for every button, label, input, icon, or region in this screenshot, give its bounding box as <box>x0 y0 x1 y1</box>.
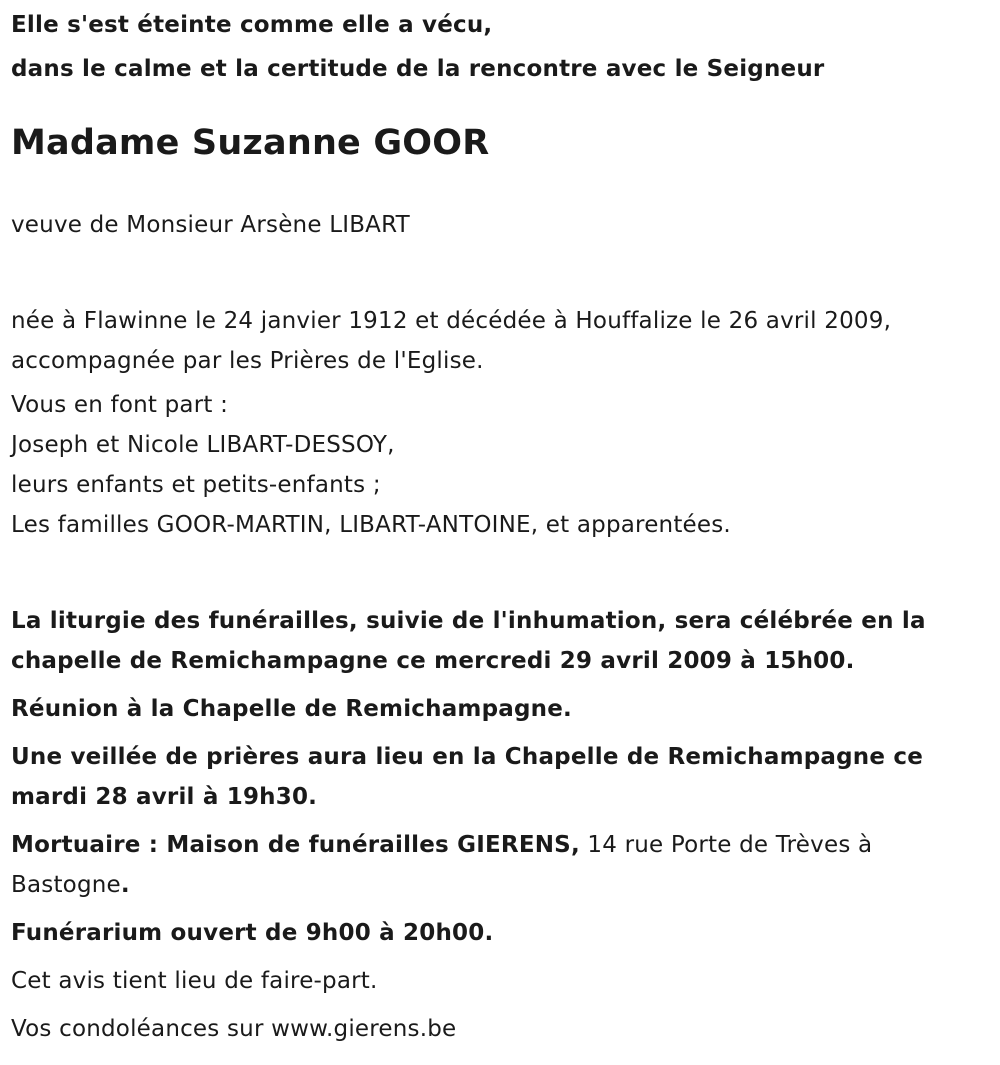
epigraph-line-2: dans le calme et la certitude de la rencontre avec le Seigneur <box>11 56 825 82</box>
mortuary-address: 14 rue Porte de Trèves à Bastogne <box>11 832 873 898</box>
meeting-place: Réunion à la Chapelle de Remichampagne. <box>11 696 572 722</box>
widow-of: veuve de Monsieur Arsène LIBART <box>11 212 410 238</box>
funerarium-hours: Funérarium ouvert de 9h00 à 20h00. <box>11 920 494 946</box>
mortuary-end: . <box>120 872 130 898</box>
announce-intro: Vous en font part : <box>11 392 229 418</box>
family-line-3: Les familles GOOR-MARTIN, LIBART-ANTOINE, et apparentées. <box>11 512 731 538</box>
deceased-name: Madame Suzanne GOOR <box>11 123 490 163</box>
condolences-link: Vos condoléances sur www.gierens.be <box>11 1016 457 1042</box>
vigil-details: Une veillée de prières aura lieu en la Chapelle de Remichampagne ce mardi 28 avril à 19h30. <box>11 744 924 810</box>
death-notice <box>11 0 996 1049</box>
mortuary-label: Mortuaire : Maison de funérailles GIERENS, <box>11 832 580 858</box>
birth-death-line-2: accompagnée par les Prières de l'Eglise. <box>11 348 484 374</box>
notice-note: Cet avis tient lieu de faire-part. <box>11 968 378 994</box>
family-line-2: leurs enfants et petits-enfants ; <box>11 472 381 498</box>
family-line-1: Joseph et Nicole LIBART-DESSOY, <box>11 432 395 458</box>
birth-death-line-1: née à Flawinne le 24 janvier 1912 et décédée à Houffalize le 26 avril 2009, <box>11 308 892 334</box>
mortuary-info <box>11 825 996 905</box>
liturgy-details: La liturgie des funérailles, suivie de l'inhumation, sera célébrée en la chapelle de Remichampagne ce mercredi 29 avril 2009 à 15h00. <box>11 608 926 674</box>
epigraph-line-1: Elle s'est éteinte comme elle a vécu, <box>11 12 493 38</box>
